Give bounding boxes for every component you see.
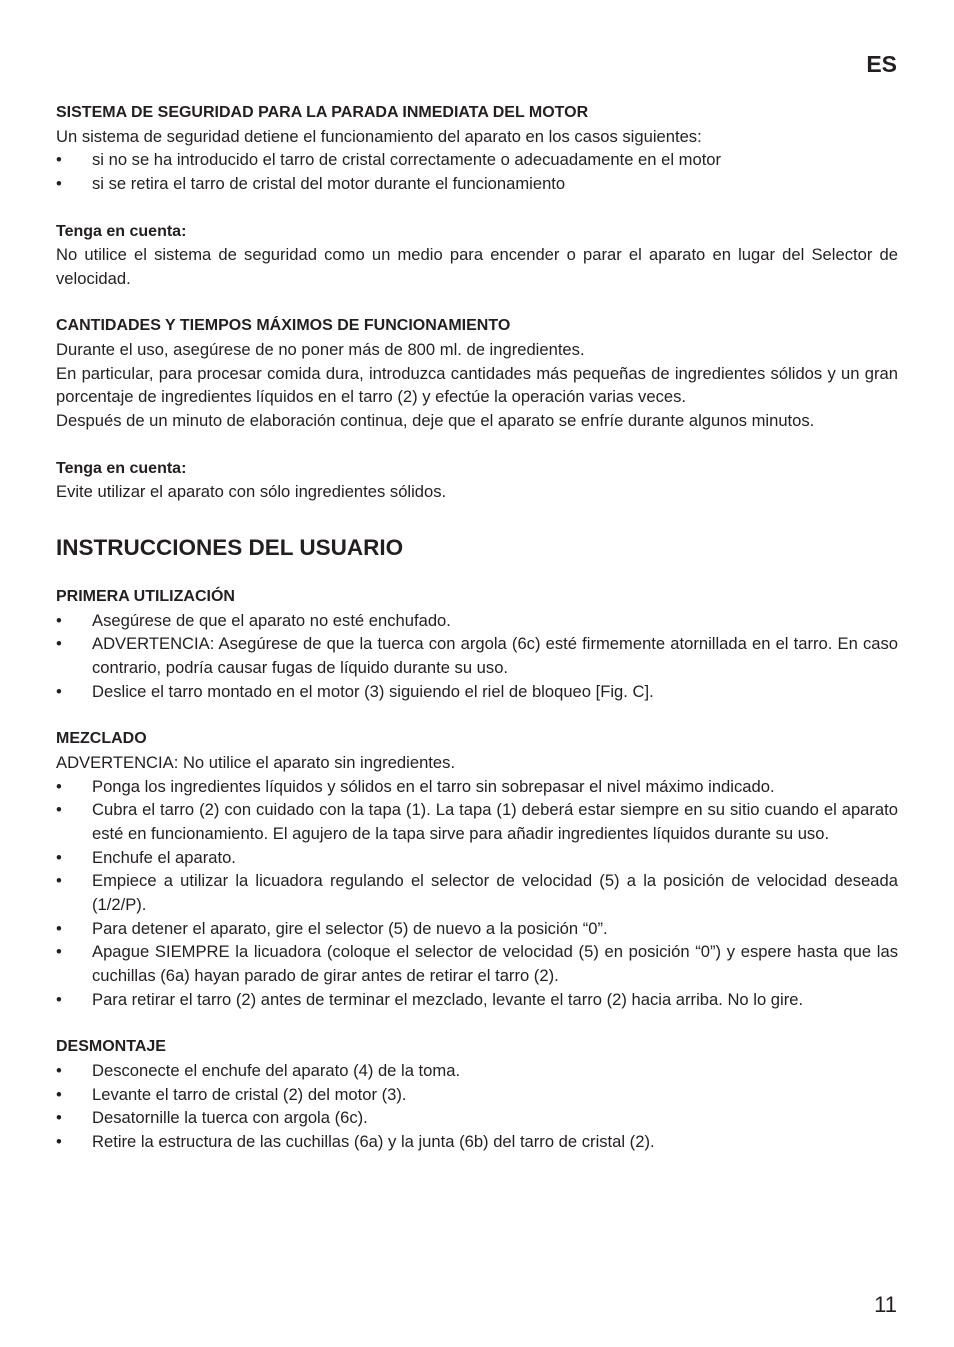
list-item [56,680,898,704]
disassembly-list [56,1059,898,1154]
language-code: ES [866,51,897,77]
list-item-text: Enchufe el aparato. [92,847,236,867]
bullet-icon: • [56,989,62,1009]
mixing-warning: ADVERTENCIA: No utilice el aparato sin ingredientes. [56,752,456,772]
list-item-text: Apague SIEMPRE la licuadora (coloque el selector de velocidad (5) en posición “0”) y espere hasta que las cuchillas (6a) hayan parado de girar antes de retirar el tarro (2). [92,942,898,986]
bullet-icon: • [56,918,62,938]
quantities-paragraph-1: Durante el uso, asegúrese de no poner más de 800 ml. de ingredientes. [56,340,585,359]
list-item-text: si se retira el tarro de cristal del motor durante el funcionamiento [92,174,566,194]
list-item-text: Ponga los ingredientes líquidos y sólidos en el tarro sin sobrepasar el nivel máximo indicado. [92,776,775,796]
bullet-icon: • [56,610,62,630]
list-item [56,869,898,916]
list-item-text: Para retirar el tarro (2) antes de terminar el mezclado, levante el tarro (2) hacia arriba. No lo gire. [92,989,804,1009]
bullet-icon: • [56,1108,62,1128]
bullet-icon: • [56,1060,62,1080]
list-item-text: Levante el tarro de cristal (2) del motor (3). [92,1084,407,1104]
list-item-text: Para detener el aparato, gire el selector (5) de nuevo a la posición “0”. [92,918,608,938]
bullet-icon: • [56,776,62,796]
list-item-text: Empiece a utilizar la licuadora regulando el selector de velocidad (5) a la posición de velocidad deseada (1/2/P). [92,871,898,915]
list-item-text: Desconecte el enchufe del aparato (4) de la toma. [92,1060,461,1080]
list-item [56,775,898,799]
safety-intro: Un sistema de seguridad detiene el funcionamiento del aparato en los casos siguientes: [56,126,702,146]
first-use-list [56,609,898,704]
bullet-icon: • [56,942,62,962]
bullet-icon: • [56,1132,62,1152]
mixing-title: MEZCLADO [56,730,147,748]
bullet-icon: • [56,634,62,654]
list-item-text: Deslice el tarro montado en el motor (3) siguiendo el riel de bloqueo [Fig. C]. [92,681,654,701]
list-item-text: Cubra el tarro (2) con cuidado con la tapa (1). La tapa (1) deberá estar siempre en su sitio cuando el aparato esté en funcionamiento. El agujero de la tapa sirve para añadir ingredientes líquidos durante su uso. [92,800,898,843]
list-item [56,1130,898,1154]
list-item-text: Retire la estructura de las cuchillas (6a) y la junta (6b) del tarro de cristal (2). [92,1132,655,1152]
safety-list [56,148,898,195]
bullet-icon: • [56,1084,62,1104]
first-use-title: PRIMERA UTILIZACIÓN [56,587,235,605]
list-item-text: ADVERTENCIA: Asegúrese de que la tuerca con argola (6c) esté firmemente atornillada en el tarro. En caso contrario, podría causar fugas de líquido durante su uso. [92,634,898,678]
instructions-title: INSTRUCCIONES DEL USUARIO [56,534,404,560]
quantities-note-text: Evite utilizar el aparato con sólo ingredientes sólidos. [56,482,447,502]
list-item [56,1106,898,1130]
page-number: 11 [874,1292,897,1317]
list-item [56,172,898,196]
list-item [56,988,898,1012]
bullet-icon: • [56,681,62,701]
list-item [56,846,898,870]
mixing-list [56,775,898,1012]
quantities-paragraph-2: En particular, para procesar comida dura, introduzca cantidades más pequeñas de ingredientes sólidos y un gran porcentaje de ingredientes líquidos en el tarro (2) y efectúe la operación varias veces. [56,363,898,407]
page-content [56,101,898,1154]
quantities-paragraph-3: Después de un minuto de elaboración continua, deje que el aparato se enfríe durante algunos minutos. [56,411,815,431]
bullet-icon: • [56,800,62,820]
list-item [56,632,898,679]
list-item [56,1083,898,1107]
safety-title: SISTEMA DE SEGURIDAD PARA LA PARADA INMEDIATA DEL MOTOR [56,104,589,121]
list-item [56,917,898,941]
list-item-text: Desatornille la tuerca con argola (6c). [92,1108,368,1128]
list-item [56,609,898,633]
list-item-text: Asegúrese de que el aparato no esté enchufado. [92,610,451,630]
list-item [56,798,898,845]
bullet-icon: • [56,174,62,194]
bullet-icon: • [56,847,62,867]
list-item-text: si no se ha introducido el tarro de cristal correctamente o adecuadamente en el motor [92,150,722,170]
list-item [56,940,898,987]
quantities-title: CANTIDADES Y TIEMPOS MÁXIMOS DE FUNCIONAMIENTO [56,317,511,335]
quantities-note-label: Tenga en cuenta: [56,459,187,477]
disassembly-title: DESMONTAJE [56,1038,166,1056]
safety-note-text: No utilice el sistema de seguridad como un medio para encender o parar el aparato en lugar del Selector de velocidad. [56,245,898,288]
list-item [56,148,898,172]
list-item [56,1059,898,1083]
bullet-icon: • [56,871,62,891]
bullet-icon: • [56,150,62,170]
safety-note-label: Tenga en cuenta: [56,222,187,240]
